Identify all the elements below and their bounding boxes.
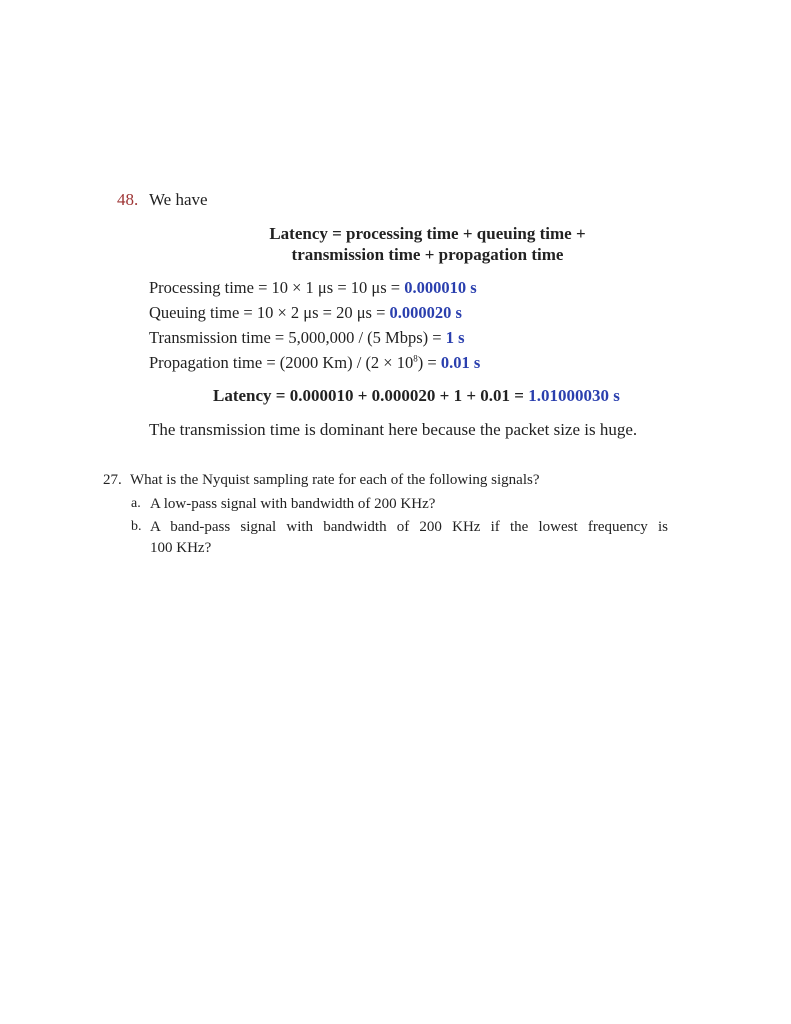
transmission-time-value: 1 s bbox=[445, 328, 465, 347]
problem-27-number: 27. bbox=[103, 472, 122, 488]
transmission-time-label: Transmission time = 5,000,000 / (5 Mbps) = bbox=[149, 328, 446, 347]
processing-time-label: Processing time = 10 × 1 μs = 10 μs = bbox=[149, 278, 405, 297]
problem-48-intro: We have bbox=[149, 190, 208, 209]
propagation-time-label-end: ) = bbox=[417, 353, 441, 372]
queuing-time-line bbox=[149, 303, 462, 323]
problem-48-number: 48. bbox=[117, 190, 139, 209]
latency-total-label: Latency = 0.000010 + 0.000020 + 1 + 0.01 = bbox=[213, 386, 529, 405]
propagation-exponent: 8 bbox=[413, 353, 418, 364]
propagation-time-value: 0.01 s bbox=[440, 353, 481, 372]
subitem-b-continuation: 100 KHz? bbox=[150, 540, 212, 556]
latency-formula-line-2: transmission time + propagation time bbox=[291, 245, 564, 264]
propagation-time-label: Propagation time = (2000 Km) / (2 × 10 bbox=[149, 353, 414, 372]
latency-total-line bbox=[213, 386, 620, 406]
queuing-time-label: Queuing time = 10 × 2 μs = 20 μs = bbox=[149, 303, 390, 322]
processing-time-line bbox=[149, 278, 477, 298]
processing-time-value: 0.000010 s bbox=[404, 278, 477, 297]
subitem-b-text: A band-pass signal with bandwidth of 200 KHz if the lowest frequency is bbox=[150, 519, 668, 535]
subitem-a-letter: a. bbox=[131, 496, 141, 511]
queuing-time-value: 0.000020 s bbox=[389, 303, 462, 322]
latency-total-value: 1.01000030 s bbox=[528, 386, 620, 405]
transmission-time-line bbox=[149, 328, 464, 348]
problem-48-conclusion: The transmission time is dominant here because the packet size is huge. bbox=[149, 420, 638, 439]
latency-formula-line-1: Latency = processing time + queuing time + bbox=[269, 224, 586, 243]
subitem-a-text: A low-pass signal with bandwidth of 200 KHz? bbox=[150, 496, 436, 512]
propagation-time-line bbox=[149, 353, 480, 373]
subitem-b-letter: b. bbox=[131, 519, 142, 534]
problem-27-question: What is the Nyquist sampling rate for each of the following signals? bbox=[130, 472, 540, 488]
